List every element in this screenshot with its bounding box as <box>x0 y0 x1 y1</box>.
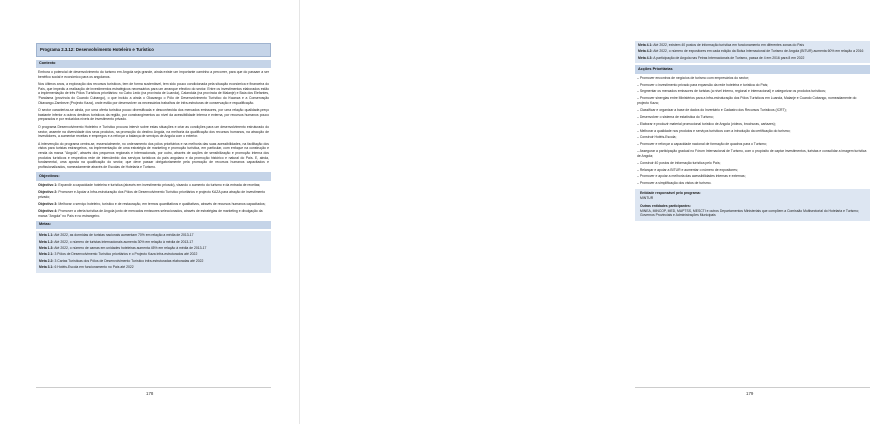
context-paragraph: O programa Desenvolvimento Hoteleiro e Turístico procura intervir sobre estas situações e criar as condições para um desenvolvimento estruturado do sector, assente na diversidade dos seus produtos, na promoção do destino Angola, na melhoria da qualificação dos recursos humanos, na atracção de investidores, a aumentar receitas e empregos e a reforçar a balança de serviços de Angola com o exterior. <box>38 124 269 139</box>
metas-list <box>36 231 271 272</box>
acao-item: – Construir Hotéis-Escola; <box>637 135 677 140</box>
responsible-block <box>635 189 870 221</box>
outras-heading: Outras entidades participantes: <box>640 204 691 209</box>
meta-item: Meta 1.3: Até 2022, o número de camas em unidades hoteleiras aumenta 45% em relação à média de 2013-17 <box>39 246 207 250</box>
acao-item: – Elaborar e produzir material promocional turístico de Angola (vídeos, brochuras, cartazes); <box>637 121 776 126</box>
meta-item: Meta 4.3: A participação de Angola nas Feiras Internacionais de Turismo, passa de 4 em 2016 para 8 em 2022 <box>638 55 805 60</box>
metas-continued <box>635 41 870 63</box>
objective-item: Objectivo 3: Melhorar o serviço hoteleiro, turístico e de restauração, em termos quantitativos e qualitativos, através de recursos humanos capacitados; <box>38 201 266 206</box>
objective-item: Objectivo 1: Expandir a capacidade hoteleira e turística (através em investimento privado), visando o aumento do turismo e da entrada de receitas; <box>38 182 261 187</box>
context-body <box>36 70 271 169</box>
meta-item: Meta 4.2: Até 2022, o número de expositores em cada edição da Bolsa Internacional de Turismo de Angola (BITUR) aumenta 60% em relação a 2016 <box>638 49 864 54</box>
acao-item: – Promover a simplificação dos vistos de turismo. <box>637 181 712 186</box>
acao-item: – Assegurar a participação gradual no Fórum Internacional de Turismo, com o propósito de captar investimentos, turistas e consolidar a imagem turística de Angola; <box>637 149 867 158</box>
acao-item: – Construir 40 postos de informação turística pelo País; <box>637 160 721 165</box>
objective-item: Objectivo 4: Promover a oferta turística de Angola junto de mercados emissores seleccionados, através de estratégias de marketing e divulgação da marca "Angola" no País e no estrangeiro. <box>38 208 263 218</box>
acao-item: – Melhorar a qualidade nos produtos e serviços turísticos com a introdução da certificação do turismo; <box>637 128 791 133</box>
meta-item: Meta 1.2: Até 2022, o número de turistas internacionais aumenta 30% em relação à média de 2013-17 <box>39 239 194 244</box>
objective-item: Objectivo 2: Promover e Apoiar a Infra-estruturação dos Pólos de Desenvolvimento Turístico prioritários e projecto KAZA para atração de investimento privado; <box>38 189 266 199</box>
objectives-list <box>36 183 271 218</box>
acoes-heading: Acções Prioritárias <box>635 65 870 74</box>
page-number: 178 <box>146 391 154 396</box>
acao-item: – Relançar e apoiar a BITUR e aumentar o número de expositores; <box>637 167 738 172</box>
context-paragraph: Nos últimos anos, a exploração dos recursos turísticos, tem de forma sustentável, tem sido pouco condicionada pela situação económica e financeira do País, que impediu a realização de investimentos estratégicos necessários para um arranque efectivo do sector. Entre os investimentos elaborados estão a implementação de três Pólos Turísticos prioritários: no Cabo Ledo (na província de Luanda), Calandula (na província de Malanje) e Baía dos Elefantes, 'Paralama (província do Cuando Cubango), o que incluiu a ainda o Okavango o Pólo de Desenvolvimento Turístico do Kwanza e a Conservação Okavango-Zambeze (Projecto Kaza), onde estão por desenvolver os necessários trabalhos de infra-estruturas de conservação e requalificação. <box>38 82 269 105</box>
context-paragraph: O sector caracteriza-se ainda, por uma oferta turística pouco diversificada e desconhecida dos mercados emissores, por uma relação qualidade-preço bastante inferior a outros destinos turísticos da região, por constrangimentos ao nível da acessibilidade interna e externa, por recursos humanos pouco preparados e por reduzidos níveis de investimento privado. <box>38 108 269 122</box>
acao-item: – Classificar e organizar a base de dados do Inventário e Cadastro dos Recursos Turísticos (ICRT); <box>637 107 787 112</box>
meta-item: Meta 2.2: 3 Cartas Turísticas dos Pólos de Desenvolvimento Turístico infra-estruturadas elaboradas até 2022 <box>39 258 204 263</box>
meta-item: Meta 4.1: Até 2022, existem 40 postos de informação turística em funcionamento em diferentes zonas do País <box>638 43 805 47</box>
acao-item: – Promover e apoiar a melhoria das acessibilidades internas e externas; <box>637 174 746 179</box>
entidade-heading: Entidade responsável pelo programa: <box>640 190 701 195</box>
left-column <box>36 43 271 273</box>
program-title: Programa 2.3.12: Desenvolvimento Hoteleiro e Turístico <box>36 43 271 57</box>
objectives-heading: Objectivos: <box>36 172 271 181</box>
metas-heading: Metas: <box>36 221 271 230</box>
acoes-list <box>635 76 870 186</box>
outras-value: MINEA, MINCOP, MED, MAPTSS, MESCTI e outros Departamentos Ministeriais que compõem a Comissão Multisectorial do Hotelaria e Turismo; Governos Provinciais e Administrações Municipais <box>640 208 859 218</box>
acao-item: – Segmentar os mercados emissores de turistas (a nível interno, regional e internacional) e categorizar os produtos turísticos; <box>637 89 826 94</box>
meta-item: Meta 2.1: 3 Pólos de Desenvolvimento Turístico prioritários e o Projecto Kaza infra-estruturados até 2022 <box>39 252 198 257</box>
footer-rule <box>36 387 271 388</box>
right-page <box>300 0 867 424</box>
context-paragraph: Embora o potencial de desenvolvimento do turismo em Angola seja grande, ainda existe um importante caminho a percorrer, para que do passam a ser benéfico social e económico para os angolanos. <box>38 70 269 79</box>
acao-item: – Promover o investimento privado para expansão da rede hoteleira e turística do País; <box>637 82 769 87</box>
entidade-value: MINTUR <box>640 195 654 200</box>
page-number: 179 <box>746 391 754 396</box>
context-heading: Contexto <box>36 60 271 69</box>
acao-item: – Desenvolver o sistema de estatística do Turismo; <box>637 114 714 119</box>
left-page <box>0 0 300 424</box>
meta-item: Meta 3.1: 6 Hotéis-Escola em funcionamento no País até 2022 <box>39 265 134 270</box>
acao-item: – Promover e reforçar a capacidade nacional de formação de quadros para o Turismo; <box>637 142 767 147</box>
acao-item: – Promover encontros de negócios de turismo com empresários do sector; <box>637 75 750 80</box>
footer-rule <box>635 387 870 388</box>
right-column <box>635 41 870 221</box>
context-paragraph: A intervenção do programa centra-se, essencialmente, no ordenamento dos pólos prioritários e na melhoria das suas acessibilidades, na facilitação dos vistos para turistas estrangeiros, na implementação de uma estratégia de marketing e promoção turística, em particular, com enfoque na construção e venda da marca "Angola", através dos pequenos regionais e internacionais, por outro, através de acções de sensibilização e promoção interna dos produtos turísticos e respectiva rede de intercâmbio dos serviços turísticos do país angolano e da promoção histórico e natural do País. E, ainda, fundamental, uma aposta na qualificação do sector, que deve passar obrigatoriamente pela promoção de recursos humanos capacitados e profissionalizados, nomeadamente através de Escolas de Hotelaria e Turismo. <box>38 141 269 169</box>
acao-item: – Promover sinergias entre Ministérios para a infra-estruturação dos Pólos Turísticos em Luanda, Malanje e Cuando Cubango, nomeadamente do projecto Kaza; <box>637 96 857 105</box>
meta-item: Meta 1.1: Até 2022, as dormidas de turistas nacionais aumentam 70% em relação a média de 2013-17 <box>39 233 194 238</box>
